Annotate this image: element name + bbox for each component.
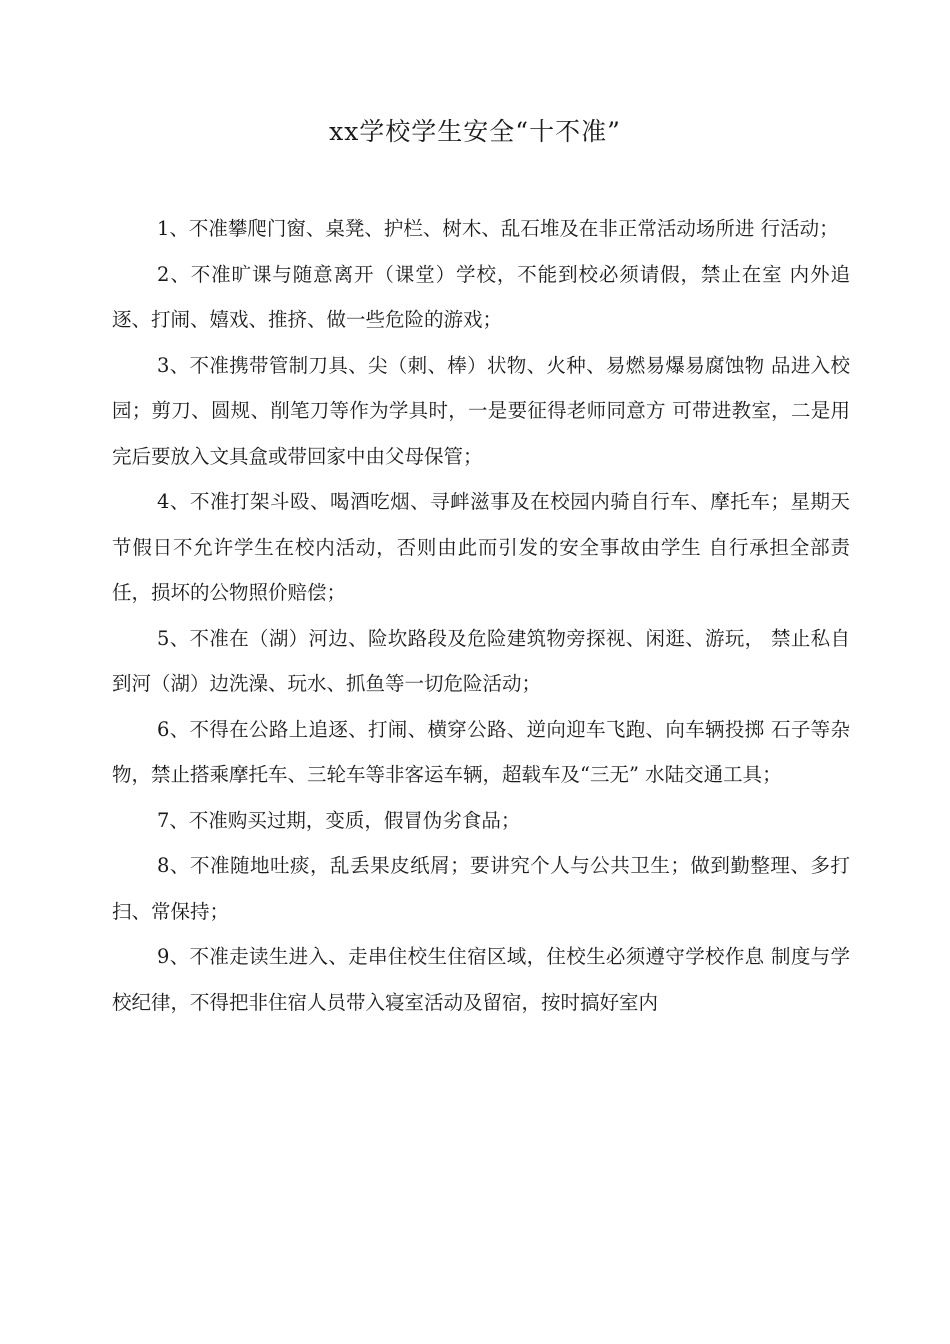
- document-title: xx学校学生安全“十不准”: [329, 117, 621, 146]
- rule-item-8: 8、不准随地吐痰，乱丢果皮纸屑；要讲究个人与公共卫生；做到勤整理、多打扫、常保持；: [112, 854, 850, 923]
- document-body: [112, 206, 850, 1025]
- rule-item-9: 9、不准走读生进入、走串住校生住宿区域，住校生必须遵守学校作息 制度与学校纪律，不得把非住宿人员带入寝室活动及留宿，按时搞好室内: [112, 945, 850, 1014]
- rule-item-1: 1、不准攀爬门窗、桌凳、护栏、树木、乱石堆及在非正常活动场所进 行活动；: [157, 217, 839, 240]
- rule-item-2: 2、不准旷课与随意离开（课堂）学校，不能到校必须请假，禁止在室 内外追逐、打闹、嬉戏、推挤、做一些危险的游戏；: [112, 262, 850, 331]
- rule-item-7: 7、不准购买过期，变质，假冒伪劣食品；: [157, 808, 521, 832]
- rule-item-3: 3、不准携带管制刀具、尖（刺、棒）状物、火种、易燃易爆易腐蚀物 品进入校园；剪刀、圆规、削笔刀等作为学具时，一是要征得老师同意方 可带进教室，二是用完后要放入文具盒或带回家中由父母保管；: [112, 353, 850, 468]
- rule-item-4: 4、不准打架斗殴、喝酒吃烟、寻衅滋事及在校园内骑自行车、摩托车；星期天节假日不允许学生在校内活动，否则由此而引发的安全事故由学生 自行承担全部责任，损坏的公物照价赔偿；: [112, 490, 850, 604]
- rule-item-6: 6、不得在公路上追逐、打闹、横穿公路、逆向迎车飞跑、向车辆投掷 石子等杂物，禁止搭乘摩托车、三轮车等非客运车辆，超载车及“三无” 水陆交通工具；: [112, 717, 850, 786]
- rule-item-5: 5、不准在（湖）河边、险坎路段及危险建筑物旁探视、闲逛、游玩， 禁止私自到河（湖）边洗澡、玩水、抓鱼等一切危险活动；: [112, 626, 850, 695]
